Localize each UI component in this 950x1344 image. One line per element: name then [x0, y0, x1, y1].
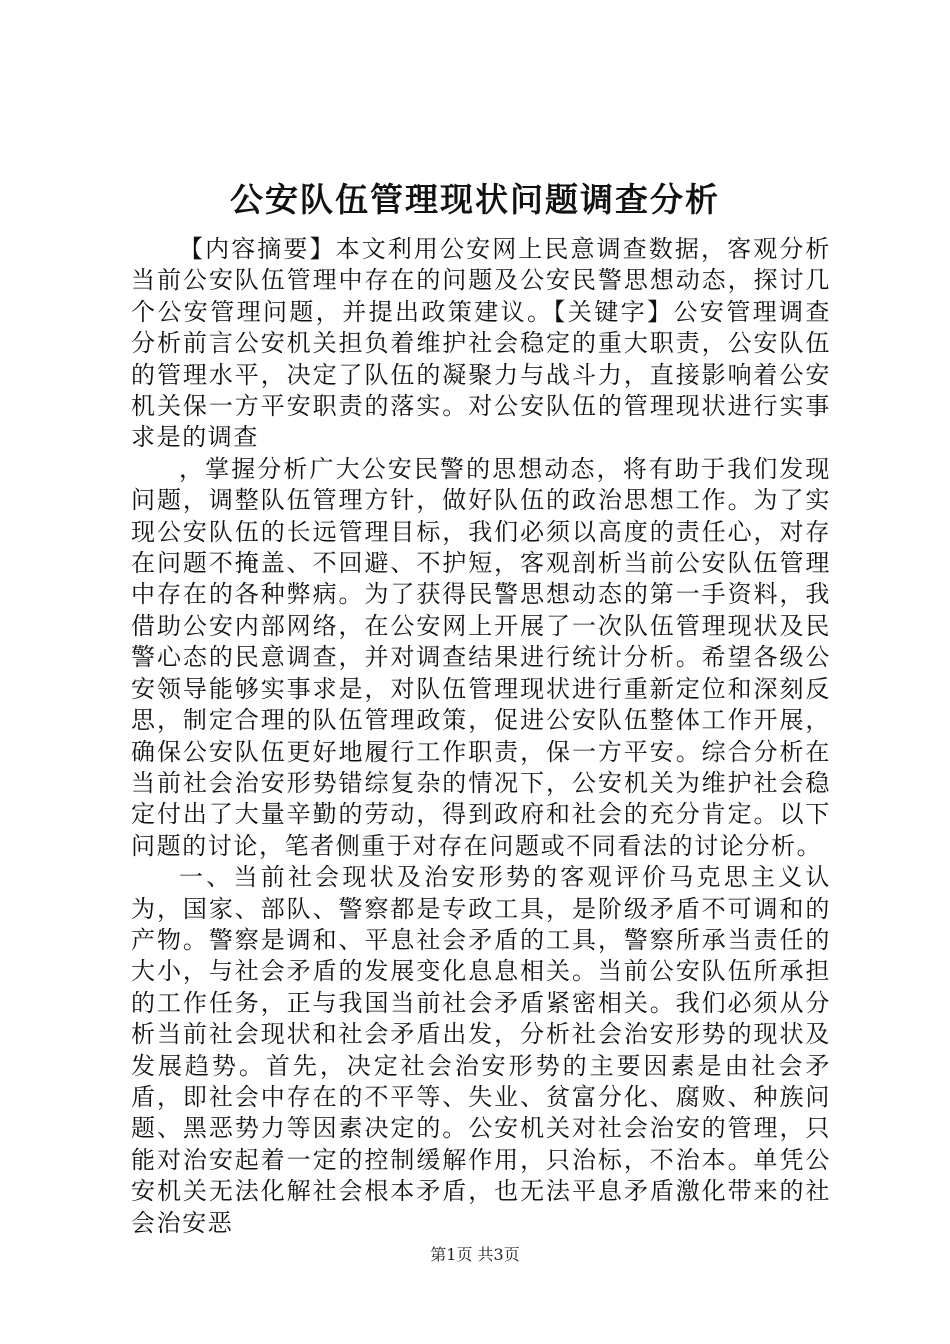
- paragraph-abstract: 【内容摘要】本文利用公安网上民意调查数据，客观分析当前公安队伍管理中存在的问题及公安民警思想动态，探讨几个公安管理问题，并提出政策建议。【关键字】公安管理调查分析前言公安机关担负着维护社会稳定的重大职责，公安队伍的管理水平，决定了队伍的凝聚力与战斗力，直接影响着公安机关保一方平安职责的落实。对公安队伍的管理现状进行实事求是的调查: [131, 235, 831, 452]
- paragraph-section-one: 一、当前社会现状及治安形势的客观评价马克思主义认为，国家、部队、警察都是专政工具，是阶级矛盾不可调和的产物。警察是调和、平息社会矛盾的工具，警察所承当责任的大小，与社会矛盾的发展变化息息相关。当前公安队伍所承担的工作任务，正与我国当前社会矛盾紧密相关。我们必须从分析当前社会现状和社会矛盾出发，分析社会治安形势的现状及发展趋势。首先，决定社会治安形势的主要因素是由社会矛盾，即社会中存在的不平等、失业、贫富分化、腐败、种族问题、黑恶势力等因素决定的。公安机关对社会治安的管理，只能对治安起着一定的控制缓解作用，只治标，不治本。单凭公安机关无法化解社会根本矛盾，也无法平息矛盾激化带来的社会治安恶: [131, 863, 831, 1237]
- document-title: 公安队伍管理现状问题调查分析: [230, 180, 720, 219]
- paragraph-survey: ，掌握分析广大公安民警的思想动态，将有助于我们发现问题，调整队伍管理方针，做好队伍的政治思想工作。为了实现公安队伍的长远管理目标，我们必须以高度的责任心，对存在问题不掩盖、不回避、不护短，客观剖析当前公安队伍管理中存在的各种弊病。为了获得民警思想动态的第一手资料，我借助公安内部网络，在公安网上开展了一次队伍管理现状及民警心态的民意调查，并对调查结果进行统计分析。希望各级公安领导能够实事求是，对队伍管理现状进行重新定位和深刻反思，制定合理的队伍管理政策，促进公安队伍整体工作开展，确保公安队伍更好地履行工作职责，保一方平安。综合分析在当前社会治安形势错综复杂的情况下，公安机关为维护社会稳定付出了大量辛勤的劳动，得到政府和社会的充分肯定。以下问题的讨论，笔者侧重于对存在问题或不同看法的讨论分析。: [131, 454, 831, 860]
- page-number: 第1页 共3页: [430, 1245, 520, 1264]
- document-body: [131, 234, 831, 1239]
- page-footer: [0, 1244, 950, 1266]
